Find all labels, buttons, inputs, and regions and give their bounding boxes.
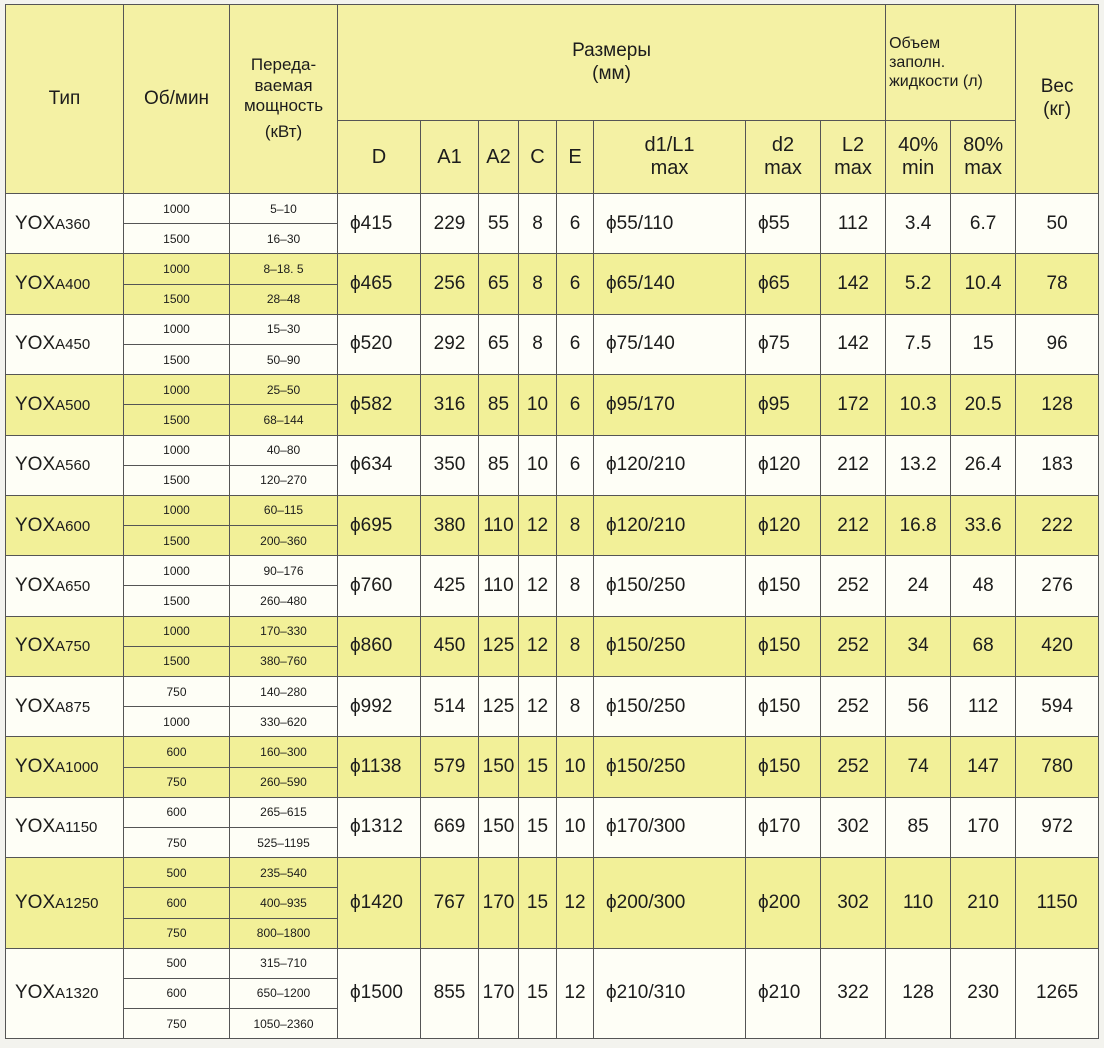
col-L2-header [821,121,886,194]
rpm-cell: 1000 [124,495,230,525]
col-volume80-header-line1: 80% [963,134,1004,156]
cell-l2: 302 [821,858,886,949]
rpm-cell: 600 [124,888,230,918]
cell-l2: 252 [821,616,886,676]
rpm-cell: 750 [124,767,230,797]
rpm-cell: 600 [124,978,230,1008]
rpm-header: Об/мин [124,5,230,194]
power-cell: 60–115 [230,495,338,525]
cell-a2: 170 [479,858,519,949]
cell-a1: 855 [421,948,479,1039]
cell-l2: 172 [821,375,886,435]
col-d1L1-header-line2: max [650,157,689,179]
rpm-cell: 1000 [124,435,230,465]
cell-v80: 10.4 [951,254,1016,314]
model-suffix: A600 [55,517,91,535]
model-prefix: YOX [15,273,56,295]
cell-a1: 316 [421,375,479,435]
cell-d: ϕ582 [338,375,421,435]
cell-d: ϕ992 [338,677,421,737]
power-cell: 330–620 [230,707,338,737]
power-cell: 120–270 [230,465,338,495]
model-prefix: YOX [15,695,56,717]
cell-e: 6 [557,194,594,254]
cell-a2: 85 [479,375,519,435]
cell-weight: 780 [1016,737,1099,797]
power-cell: 525–1195 [230,827,338,857]
power-cell: 170–330 [230,616,338,646]
model-suffix: A560 [55,457,91,475]
cell-e: 10 [557,737,594,797]
table-row [6,314,1099,344]
cell-d: ϕ1312 [338,797,421,857]
cell-l2: 302 [821,797,886,857]
col-d1L1-header-line1: d1/L1 [644,134,695,156]
cell-d: ϕ760 [338,556,421,616]
power-header-line2: ваемая [254,75,313,95]
cell-d1l1: ϕ120/210 [594,495,746,555]
cell-e: 6 [557,375,594,435]
cell-a2: 125 [479,616,519,676]
model-type-cell [6,495,124,555]
cell-a2: 150 [479,797,519,857]
cell-d1l1: ϕ200/300 [594,858,746,949]
table-row [6,858,1099,888]
cell-a2: 110 [479,495,519,555]
rpm-cell: 1000 [124,254,230,284]
model-type-cell [6,737,124,797]
cell-d: ϕ634 [338,435,421,495]
cell-v40: 3.4 [886,194,951,254]
cell-d: ϕ1500 [338,948,421,1039]
cell-l2: 212 [821,495,886,555]
col-D-header: D [338,121,421,194]
model-suffix: A450 [55,336,91,354]
cell-c: 12 [519,677,557,737]
rpm-cell: 1000 [124,707,230,737]
cell-d1l1: ϕ95/170 [594,375,746,435]
rpm-cell: 750 [124,918,230,948]
cell-a2: 170 [479,948,519,1039]
power-cell: 140–280 [230,677,338,707]
cell-d: ϕ695 [338,495,421,555]
col-d2-header-line1: d2 [771,134,795,156]
cell-e: 6 [557,435,594,495]
model-suffix: A1320 [55,985,99,1003]
cell-v40: 34 [886,616,951,676]
power-cell: 235–540 [230,858,338,888]
power-cell: 90–176 [230,556,338,586]
cell-a2: 65 [479,314,519,374]
model-prefix: YOX [15,212,56,234]
cell-e: 10 [557,797,594,857]
cell-c: 8 [519,314,557,374]
model-prefix: YOX [15,574,56,596]
cell-d1l1: ϕ170/300 [594,797,746,857]
rpm-cell: 1500 [124,646,230,676]
cell-a1: 669 [421,797,479,857]
cell-d1l1: ϕ210/310 [594,948,746,1039]
col-E-header: E [557,121,594,194]
weight-header-line1: Вес [1040,76,1074,98]
power-header [230,5,338,194]
model-prefix: YOX [15,635,56,657]
cell-a1: 579 [421,737,479,797]
cell-d2: ϕ170 [746,797,821,857]
col-volume80-header [951,121,1016,194]
cell-d2: ϕ95 [746,375,821,435]
rpm-cell: 1500 [124,344,230,374]
cell-a1: 256 [421,254,479,314]
col-volume80-header-line2: max [964,157,1002,179]
dimensions-header-line1: Размеры [572,39,652,61]
cell-l2: 112 [821,194,886,254]
model-suffix: A750 [55,638,91,656]
col-volume40-header-line1: 40% [898,134,939,156]
model-type-cell [6,858,124,949]
cell-weight: 1265 [1016,948,1099,1039]
cell-v40: 24 [886,556,951,616]
cell-d2: ϕ200 [746,858,821,949]
cell-e: 12 [557,858,594,949]
col-d1L1-header [594,121,746,194]
table-row [6,737,1099,767]
cell-v80: 26.4 [951,435,1016,495]
cell-v80: 147 [951,737,1016,797]
model-prefix: YOX [15,454,56,476]
cell-d2: ϕ120 [746,495,821,555]
cell-c: 15 [519,797,557,857]
cell-d1l1: ϕ120/210 [594,435,746,495]
model-type-cell [6,194,124,254]
cell-d1l1: ϕ150/250 [594,737,746,797]
power-cell: 160–300 [230,737,338,767]
power-cell: 16–30 [230,224,338,254]
model-type-cell [6,435,124,495]
cell-a2: 110 [479,556,519,616]
power-cell: 1050–2360 [230,1009,338,1039]
cell-v40: 110 [886,858,951,949]
rpm-cell: 750 [124,827,230,857]
power-cell: 8–18. 5 [230,254,338,284]
rpm-cell: 1500 [124,586,230,616]
cell-d2: ϕ120 [746,435,821,495]
rpm-cell: 1000 [124,375,230,405]
rpm-cell: 1000 [124,616,230,646]
cell-l2: 212 [821,435,886,495]
power-cell: 260–480 [230,586,338,616]
model-suffix: A1000 [55,759,99,777]
power-header-line4: (кВт) [264,122,303,142]
cell-d2: ϕ150 [746,737,821,797]
cell-a2: 150 [479,737,519,797]
cell-a2: 85 [479,435,519,495]
model-type-cell [6,254,124,314]
cell-d2: ϕ150 [746,556,821,616]
model-suffix: A1250 [55,894,99,912]
model-prefix: YOX [15,816,56,838]
model-type-cell [6,375,124,435]
cell-d2: ϕ55 [746,194,821,254]
cell-weight: 972 [1016,797,1099,857]
cell-a2: 55 [479,194,519,254]
model-prefix: YOX [15,514,56,536]
cell-d2: ϕ75 [746,314,821,374]
rpm-cell: 750 [124,677,230,707]
cell-d2: ϕ210 [746,948,821,1039]
cell-weight: 128 [1016,375,1099,435]
col-L2-header-line1: L2 [841,134,865,156]
rpm-cell: 1500 [124,465,230,495]
rpm-cell: 500 [124,948,230,978]
model-type-cell [6,616,124,676]
power-cell: 200–360 [230,526,338,556]
model-suffix: A400 [55,276,91,294]
rpm-cell: 1500 [124,405,230,435]
cell-v40: 5.2 [886,254,951,314]
table-row [6,556,1099,586]
rpm-cell: 1000 [124,314,230,344]
cell-c: 12 [519,556,557,616]
weight-header-line2: (кг) [1043,99,1072,120]
power-cell: 50–90 [230,344,338,374]
model-prefix: YOX [15,756,56,778]
cell-weight: 1150 [1016,858,1099,949]
cell-v80: 170 [951,797,1016,857]
power-cell: 5–10 [230,194,338,224]
cell-d1l1: ϕ75/140 [594,314,746,374]
cell-weight: 50 [1016,194,1099,254]
cell-a2: 125 [479,677,519,737]
model-suffix: A360 [55,215,91,233]
model-type-cell [6,948,124,1039]
table-row [6,375,1099,405]
power-cell: 15–30 [230,314,338,344]
model-suffix: A650 [55,577,91,595]
power-cell: 400–935 [230,888,338,918]
model-suffix: A875 [55,698,91,716]
volume-header-line2: заполн. [889,53,946,71]
cell-a1: 767 [421,858,479,949]
cell-e: 6 [557,314,594,374]
coupling-spec-table [5,4,1099,1039]
rpm-cell: 1000 [124,556,230,586]
cell-e: 8 [557,616,594,676]
volume-header-line3: жидкости (л) [889,73,983,91]
table-row [6,495,1099,525]
rpm-cell: 500 [124,858,230,888]
cell-v40: 13.2 [886,435,951,495]
cell-weight: 183 [1016,435,1099,495]
power-cell: 260–590 [230,767,338,797]
cell-l2: 142 [821,254,886,314]
cell-v40: 128 [886,948,951,1039]
cell-v40: 74 [886,737,951,797]
col-volume40-header-line2: min [901,157,935,179]
cell-v40: 56 [886,677,951,737]
cell-a1: 292 [421,314,479,374]
cell-e: 6 [557,254,594,314]
cell-v80: 20.5 [951,375,1016,435]
power-header-line1: Переда- [250,55,317,75]
cell-v40: 16.8 [886,495,951,555]
cell-d: ϕ1420 [338,858,421,949]
model-prefix: YOX [15,333,56,355]
rpm-cell: 1500 [124,526,230,556]
cell-v80: 230 [951,948,1016,1039]
model-prefix: YOX [15,891,56,913]
table-row [6,254,1099,284]
type-header: Тип [6,5,124,194]
cell-d1l1: ϕ55/110 [594,194,746,254]
cell-e: 8 [557,677,594,737]
table-row [6,797,1099,827]
cell-v40: 10.3 [886,375,951,435]
cell-c: 10 [519,435,557,495]
power-cell: 25–50 [230,375,338,405]
cell-c: 12 [519,495,557,555]
cell-d: ϕ1138 [338,737,421,797]
rpm-cell: 750 [124,1009,230,1039]
table-row [6,435,1099,465]
model-type-cell [6,314,124,374]
power-cell: 315–710 [230,948,338,978]
cell-a1: 350 [421,435,479,495]
cell-e: 8 [557,556,594,616]
model-type-cell [6,677,124,737]
weight-header [1016,5,1099,194]
cell-v40: 85 [886,797,951,857]
cell-c: 8 [519,254,557,314]
rpm-cell: 1500 [124,224,230,254]
cell-v80: 210 [951,858,1016,949]
model-prefix: YOX [15,982,56,1004]
cell-d2: ϕ150 [746,677,821,737]
table-row [6,616,1099,646]
dimensions-header [338,5,886,121]
cell-v80: 33.6 [951,495,1016,555]
cell-weight: 222 [1016,495,1099,555]
cell-v80: 15 [951,314,1016,374]
model-type-cell [6,797,124,857]
cell-l2: 252 [821,556,886,616]
cell-a1: 380 [421,495,479,555]
spec-table-body [6,194,1099,1039]
col-L2-header-line2: max [834,157,872,179]
power-cell: 380–760 [230,646,338,676]
cell-l2: 142 [821,314,886,374]
cell-weight: 420 [1016,616,1099,676]
rpm-cell: 600 [124,737,230,767]
col-d2-header [746,121,821,194]
cell-v80: 68 [951,616,1016,676]
cell-d2: ϕ65 [746,254,821,314]
cell-l2: 252 [821,737,886,797]
power-cell: 265–615 [230,797,338,827]
cell-weight: 276 [1016,556,1099,616]
volume-header-line1: Объем [889,34,941,52]
model-type-cell [6,556,124,616]
power-cell: 800–1800 [230,918,338,948]
table-row [6,948,1099,978]
cell-a2: 65 [479,254,519,314]
cell-v40: 7.5 [886,314,951,374]
model-suffix: A500 [55,396,91,414]
cell-c: 8 [519,194,557,254]
cell-c: 15 [519,858,557,949]
cell-c: 15 [519,948,557,1039]
cell-l2: 322 [821,948,886,1039]
rpm-cell: 1500 [124,284,230,314]
power-cell: 28–48 [230,284,338,314]
col-A1-header: A1 [421,121,479,194]
cell-e: 8 [557,495,594,555]
cell-v80: 6.7 [951,194,1016,254]
cell-d: ϕ415 [338,194,421,254]
power-cell: 68–144 [230,405,338,435]
cell-d2: ϕ150 [746,616,821,676]
cell-d: ϕ860 [338,616,421,676]
power-cell: 40–80 [230,435,338,465]
model-suffix: A1150 [55,819,98,837]
cell-e: 12 [557,948,594,1039]
dimensions-header-line2: (мм) [592,62,631,84]
cell-v80: 112 [951,677,1016,737]
cell-weight: 594 [1016,677,1099,737]
power-header-line3: мощность [243,96,324,115]
rpm-cell: 600 [124,797,230,827]
volume-header [886,5,1016,121]
spec-sheet [5,4,1099,1039]
cell-a1: 425 [421,556,479,616]
cell-a1: 450 [421,616,479,676]
cell-d: ϕ465 [338,254,421,314]
table-row [6,677,1099,707]
cell-c: 10 [519,375,557,435]
cell-d1l1: ϕ150/250 [594,556,746,616]
cell-d1l1: ϕ65/140 [594,254,746,314]
col-A2-header: A2 [479,121,519,194]
power-cell: 650–1200 [230,978,338,1008]
cell-v80: 48 [951,556,1016,616]
cell-l2: 252 [821,677,886,737]
cell-weight: 78 [1016,254,1099,314]
col-d2-header-line2: max [764,157,802,179]
cell-weight: 96 [1016,314,1099,374]
rpm-cell: 1000 [124,194,230,224]
table-row [6,194,1099,224]
cell-c: 12 [519,616,557,676]
cell-d1l1: ϕ150/250 [594,677,746,737]
col-volume40-header [886,121,951,194]
cell-a1: 229 [421,194,479,254]
cell-d: ϕ520 [338,314,421,374]
cell-c: 15 [519,737,557,797]
cell-d1l1: ϕ150/250 [594,616,746,676]
cell-a1: 514 [421,677,479,737]
col-C-header: C [519,121,557,194]
model-prefix: YOX [15,393,56,415]
